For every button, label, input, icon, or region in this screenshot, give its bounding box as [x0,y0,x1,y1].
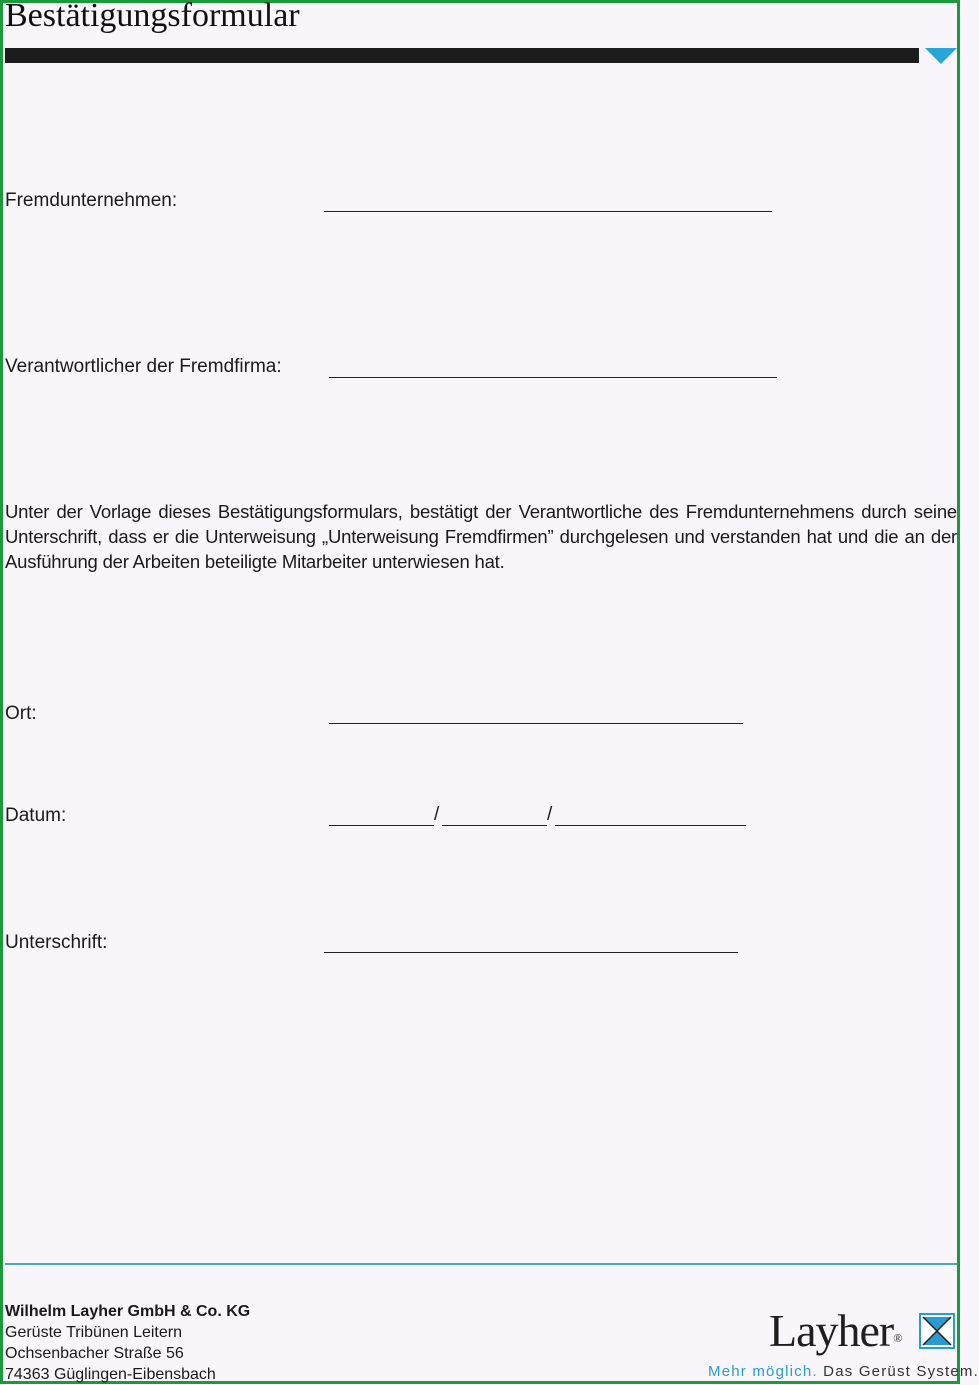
date-month-field[interactable] [442,825,547,826]
company-label: Fremdunternehmen: [5,190,178,211]
page-title: Bestätigungsformular [5,0,300,34]
footer-divider [5,1263,957,1265]
signature-label: Unterschrift: [5,932,108,953]
brand-name: Layher [769,1305,894,1356]
slogan-part-1: Mehr möglich. [708,1363,818,1380]
confirmation-text: Unter der Vorlage dieses Bestätigungsformulars, bestätigt der Verantwortliche des Fremdunternehmens durch seine Unterschrift, dass er die Unterweisung „Unterweisung Fremdfirmen” durchgelesen und verstanden hat und die an der Ausführung der Arbeiten beteiligte Mitarbeiter unterwiesen hat. [5,501,957,572]
company-name: Wilhelm Layher GmbH & Co. KG [5,1303,251,1320]
signature-field[interactable] [324,952,738,953]
company-field[interactable] [324,211,772,212]
brand-logo [769,1305,901,1364]
header-triangle-icon [925,48,957,64]
company-city: 74363 Güglingen-Eibensbach [5,1366,216,1383]
company-street: Ochsenbacher Straße 56 [5,1345,184,1362]
date-separator: / [434,804,440,825]
header-bar [5,48,919,63]
responsible-label: Verantwortlicher der Fremdfirma: [5,356,282,377]
date-label: Datum: [5,805,67,826]
brand-slogan [708,1363,979,1380]
place-field[interactable] [329,723,743,724]
company-address [5,1301,250,1385]
date-separator: / [547,804,553,825]
date-day-field[interactable] [329,825,434,826]
registered-mark: ® [893,1331,902,1345]
place-label: Ort: [5,703,37,724]
layher-hourglass-icon [919,1313,955,1349]
company-tagline: Gerüste Tribünen Leitern [5,1324,182,1341]
slogan-part-2: Das Gerüst System. [823,1363,979,1380]
date-year-field[interactable] [555,825,746,826]
responsible-field[interactable] [329,377,777,378]
